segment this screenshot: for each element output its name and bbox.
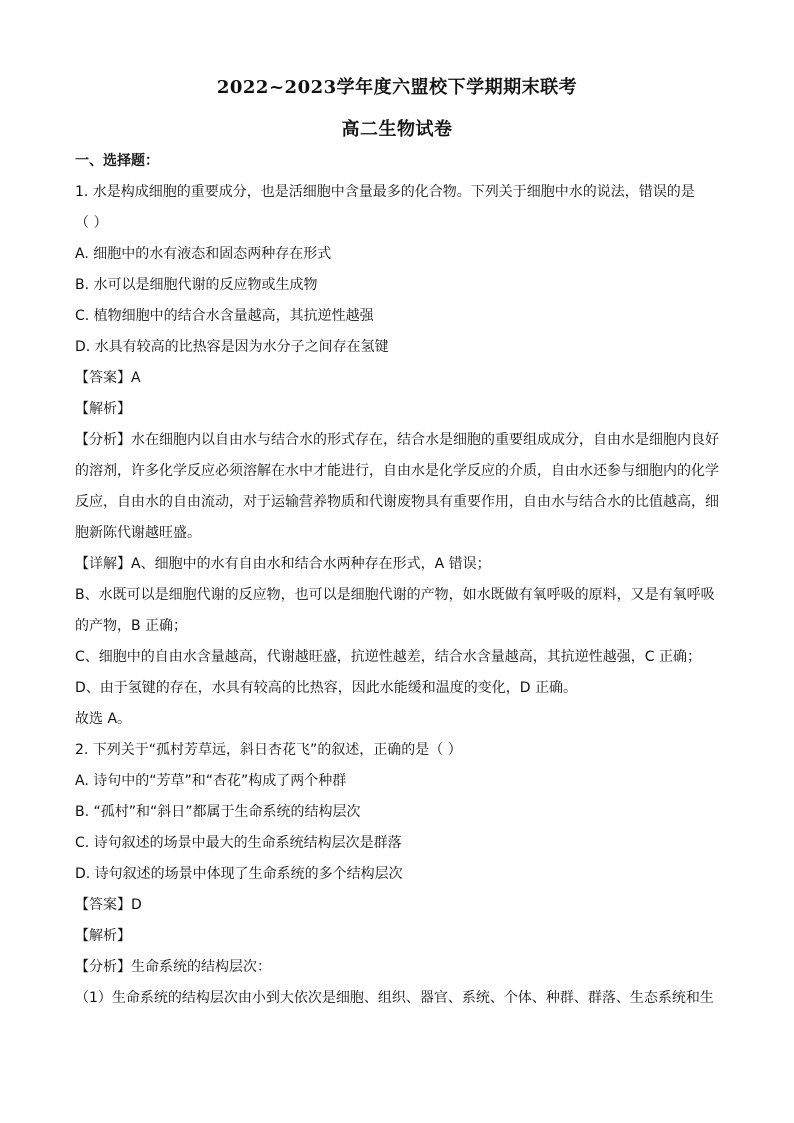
q1-stem-line1: 1. 水是构成细胞的重要成分，也是活细胞中含量最多的化合物。下列关于细胞中水的说法，错误的是 <box>75 184 695 200</box>
q1-answer: 【答案】A <box>75 370 141 386</box>
q1-conclusion: 故选 A。 <box>75 711 132 727</box>
exam-title: 2022~2023学年度六盟校下学期期末联考 <box>216 77 578 98</box>
q1-option-c: C. 植物细胞中的结合水含量越高，其抗逆性越强 <box>75 308 374 324</box>
q2-option-b: B. “孤村”和“斜日”都属于生命系统的结构层次 <box>75 804 361 820</box>
q1-option-a: A. 细胞中的水有液态和固态两种存在形式 <box>75 246 332 262</box>
q1-xiangjie-line4: C、细胞中的自由水含量越高，代谢越旺盛，抗逆性越差，结合水含量越高，其抗逆性越强，C 正确； <box>75 649 701 665</box>
section-heading: 一、选择题： <box>75 153 159 169</box>
q1-fenxi-line1: 【分析】水在细胞内以自由水与结合水的形式存在，结合水是细胞的重要组成成分，自由水是细胞内良好 <box>75 432 719 448</box>
q1-xiangjie-line3: 的产物，B 正确； <box>75 618 188 634</box>
q2-option-c: C. 诗句叙述的场景中最大的生命系统结构层次是群落 <box>75 835 402 851</box>
q2-fenxi-line1: 【分析】生命系统的结构层次： <box>75 959 271 975</box>
q1-option-b: B. 水可以是细胞代谢的反应物或生成物 <box>75 277 318 293</box>
q1-xiangjie-line5: D、由于氢键的存在，水具有较高的比热容，因此水能缓和温度的变化，D 正确。 <box>75 680 578 696</box>
q2-stem: 2. 下列关于“孤村芳草远，斜日杏花飞”的叙述，正确的是（ ） <box>75 742 462 758</box>
q1-xiangjie-line2: B、水既可以是细胞代谢的反应物，也可以是细胞代谢的产物，如水既做有氧呼吸的原料，又是有氧呼吸 <box>75 587 715 603</box>
q2-fenxi-line2: （1）生命系统的结构层次由小到大依次是细胞、组织、器官、系统、个体、种群、群落、生态系统和生 <box>75 990 714 1006</box>
exam-subtitle: 高二生物试卷 <box>341 119 453 140</box>
q1-fenxi-line3: 反应，自由水的自由流动，对于运输营养物质和代谢废物具有重要作用，自由水与结合水的比值越高，细 <box>75 494 719 510</box>
q1-fenxi-line4: 胞新陈代谢越旺盛。 <box>75 525 201 541</box>
q1-analysis-label: 【解析】 <box>75 401 131 417</box>
q1-xiangjie-line1: 【详解】A、细胞中的水有自由水和结合水两种存在形式，A 错误； <box>75 556 491 572</box>
q2-answer: 【答案】D <box>75 897 142 913</box>
q1-option-d: D. 水具有较高的比热容是因为水分子之间存在氢键 <box>75 339 389 355</box>
q1-stem-line2: （ ） <box>75 215 108 231</box>
q2-analysis-label: 【解析】 <box>75 928 131 944</box>
q1-fenxi-line2: 的溶剂，许多化学反应必须溶解在水中才能进行，自由水是化学反应的介质，自由水还参与细胞内的化学 <box>75 463 719 479</box>
q2-option-d: D. 诗句叙述的场景中体现了生命系统的多个结构层次 <box>75 866 403 882</box>
q2-option-a: A. 诗句中的“芳草”和“杏花”构成了两个种群 <box>75 773 347 789</box>
